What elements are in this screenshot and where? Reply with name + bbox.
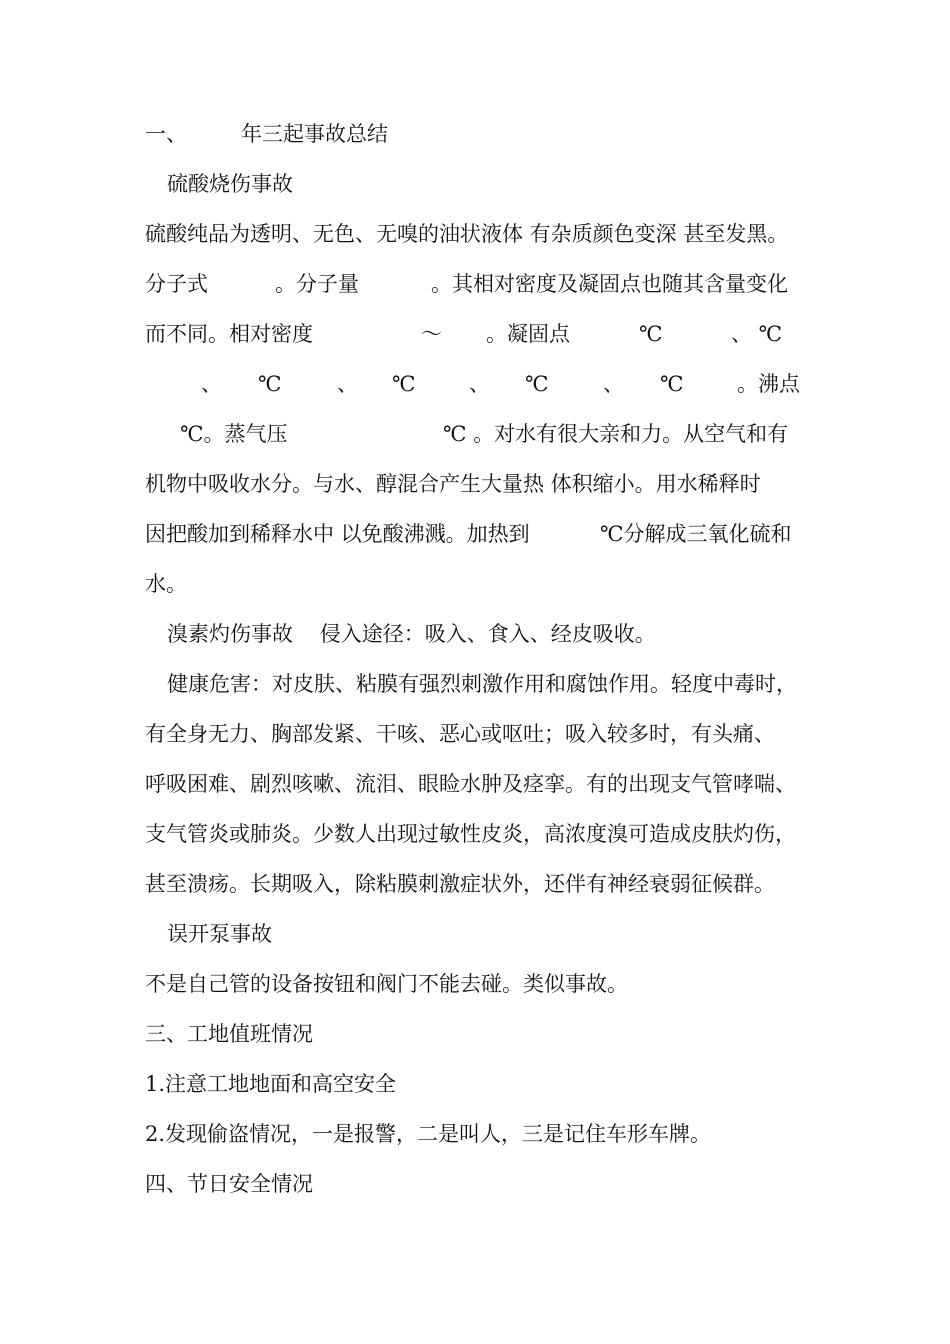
sulfuric-line-3e: 、 ℃: [731, 322, 783, 346]
sulfuric-line-5b: ℃ 。对水有很大亲和力。从空气和有: [443, 422, 789, 446]
sulfuric-line-6: 机物中吸收水分。与水、醇混合产生大量热 体积缩小。用水稀释时: [145, 472, 761, 496]
sulfuric-line-4g: 、: [603, 372, 624, 396]
heading-1-number: 一、: [145, 122, 187, 146]
bromine-line-2: 有全身无力、胸部发紧、干咳、恶心或呕吐；吸入较多时，有头痛、: [145, 722, 775, 746]
bromine-line-5: 甚至溃疡。长期吸入，除粘膜刺激症状外，还伴有神经衰弱征候群。: [145, 872, 775, 896]
sulfuric-line-7a: 因把酸加到稀释水中 以免酸沸溅。加热到: [145, 522, 530, 546]
bromine-section-title: 溴素灼伤事故 侵入途径：吸入、食入、经皮吸收。: [167, 622, 656, 646]
pump-line: 不是自己管的设备按钮和阀门不能去碰。类似事故。: [145, 972, 628, 996]
sulfuric-line-4f: ℃: [525, 372, 549, 396]
heading-1-title: 年三起事故总结: [241, 122, 388, 146]
sulfuric-line-4e: 、: [469, 372, 490, 396]
bromine-line-1: 健康危害：对皮肤、粘膜有强烈刺激作用和腐蚀作用。轻度中毒时，: [167, 672, 797, 696]
sulfuric-line-4c: 、: [337, 372, 358, 396]
bromine-line-3: 呼吸困难、剧烈咳嗽、流泪、眼睑水肿及痉挛。有的出现支气管哮喘、: [145, 772, 796, 796]
sulfuric-line-3b: ～: [421, 322, 442, 346]
sulfuric-section-title: 硫酸烧伤事故: [167, 172, 293, 196]
sulfuric-line-7b: ℃分解成三氧化硫和: [600, 522, 792, 546]
sulfuric-line-4b: ℃: [258, 372, 282, 396]
pump-section-title: 误开泵事故: [167, 922, 272, 946]
sulfuric-line-3a: 而不同。相对密度: [145, 322, 313, 346]
sulfuric-line-2a: 分子式: [145, 272, 208, 296]
heading-3: 三、工地值班情况: [145, 1022, 313, 1046]
sulfuric-line-4d: ℃: [392, 372, 416, 396]
sulfuric-line-4i: 。沸点: [737, 372, 800, 396]
sulfuric-line-4a: 、: [201, 372, 222, 396]
sulfuric-line-4h: ℃: [660, 372, 684, 396]
duty-item-1: 1.注意工地地面和高空安全: [145, 1072, 397, 1096]
sulfuric-line-3d: ℃: [639, 322, 663, 346]
sulfuric-line-2c: 。其相对密度及凝固点也随其含量变化: [431, 272, 788, 296]
sulfuric-line-3c: 。凝固点: [486, 322, 570, 346]
heading-4: 四、节日安全情况: [145, 1172, 313, 1196]
duty-item-2: 2.发现偷盗情况，一是报警，二是叫人，三是记住车形车牌。: [145, 1122, 712, 1146]
sulfuric-line-2b: 。分子量: [275, 272, 359, 296]
sulfuric-line-8: 水。: [145, 572, 187, 596]
sulfuric-line-1: 硫酸纯品为透明、无色、无嗅的油状液体 有杂质颜色变深 甚至发黑。: [145, 222, 789, 246]
sulfuric-line-5a: ℃。蒸气压: [180, 422, 288, 446]
bromine-line-4: 支气管炎或肺炎。少数人出现过敏性皮炎，高浓度溴可造成皮肤灼伤，: [145, 822, 796, 846]
